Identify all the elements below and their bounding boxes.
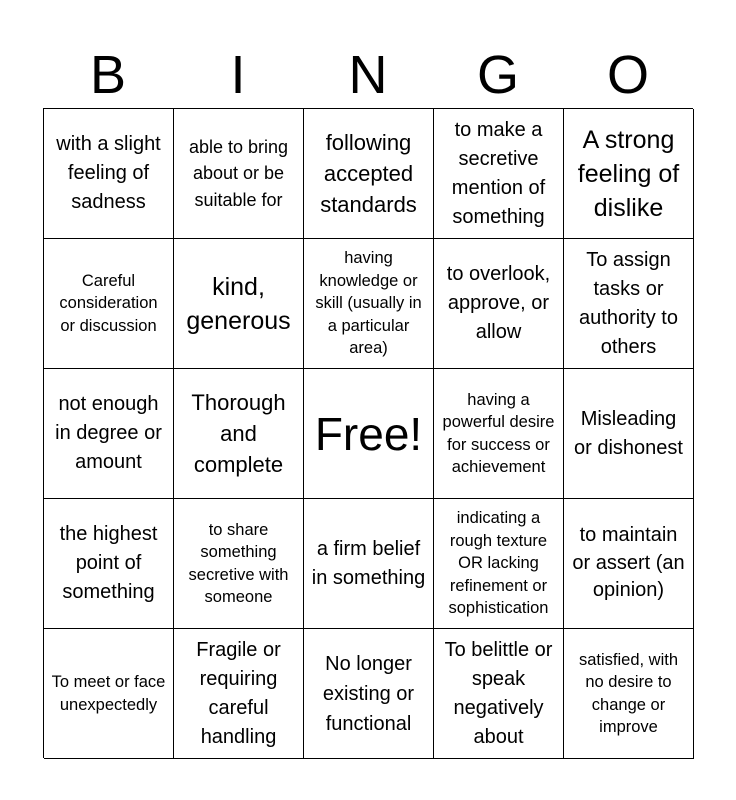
bingo-cell — [174, 499, 304, 629]
cell-text: to share something secretive with someone — [188, 520, 289, 606]
cell-text: Thorough and complete — [191, 390, 286, 477]
bingo-cell — [304, 109, 434, 239]
bingo-cell — [564, 499, 694, 629]
cell-text: a firm belief in something — [311, 537, 426, 589]
cell-text: able to bring about or be suitable for — [188, 136, 289, 210]
header-letter-i: I — [230, 45, 246, 105]
header-letter-b: B — [89, 45, 127, 105]
cell-text: the highest point of something — [59, 523, 158, 603]
bingo-cell — [304, 499, 434, 629]
bingo-cell — [434, 499, 564, 629]
cell-text: to overlook, approve, or allow — [446, 263, 551, 343]
header-letter-g: G — [476, 45, 519, 105]
bingo-cell — [174, 239, 304, 369]
cell-text: indicating a rough texture OR lacking refinement or sophistication — [448, 509, 549, 618]
bingo-cell — [44, 109, 174, 239]
cell-text: Misleading or dishonest — [574, 407, 683, 459]
cell-text: having knowledge or skill (usually in a particular area) — [315, 249, 422, 358]
cell-text: having a powerful desire for success or achievement — [442, 390, 555, 476]
bingo-cell — [434, 109, 564, 239]
cell-text: with a slight feeling of sadness — [56, 133, 161, 213]
cell-text: To meet or face unexpectedly — [51, 673, 166, 714]
cell-text: not enough in degree or amount — [55, 393, 162, 473]
cell-text: following accepted standards — [320, 130, 417, 217]
bingo-cell — [174, 369, 304, 499]
bingo-header — [43, 42, 693, 108]
free-space-text: Free! — [314, 407, 423, 460]
bingo-cell — [174, 109, 304, 239]
free-space-cell — [304, 369, 434, 499]
cell-text: satisfied, with no desire to change or improve — [578, 650, 679, 736]
bingo-cell — [434, 369, 564, 499]
bingo-cell — [564, 629, 694, 759]
cell-text: To belittle or speak negatively about — [444, 638, 553, 748]
cell-text: kind, generous — [186, 272, 291, 335]
cell-text: to make a secretive mention of something — [451, 118, 546, 228]
cell-text: To assign tasks or authority to others — [579, 248, 678, 358]
bingo-cell — [564, 369, 694, 499]
cell-text: No longer existing or functional — [322, 652, 415, 735]
bingo-cell — [44, 629, 174, 759]
bingo-cell — [434, 239, 564, 369]
bingo-cell — [564, 239, 694, 369]
bingo-cell — [174, 629, 304, 759]
cell-text: Careful consideration or discussion — [59, 271, 158, 335]
header-letter-n: N — [348, 45, 388, 105]
bingo-cell — [434, 629, 564, 759]
header-letter-o: O — [606, 45, 649, 105]
bingo-cell — [304, 629, 434, 759]
cell-text: Fragile or requiring careful handling — [196, 638, 281, 748]
cell-text: A strong feeling of dislike — [577, 125, 680, 222]
cell-text: to maintain or assert (an opinion) — [572, 524, 685, 602]
bingo-cell — [44, 369, 174, 499]
bingo-cell — [44, 499, 174, 629]
bingo-cell — [564, 109, 694, 239]
bingo-cell — [44, 239, 174, 369]
bingo-grid — [43, 108, 693, 758]
bingo-cell — [304, 239, 434, 369]
